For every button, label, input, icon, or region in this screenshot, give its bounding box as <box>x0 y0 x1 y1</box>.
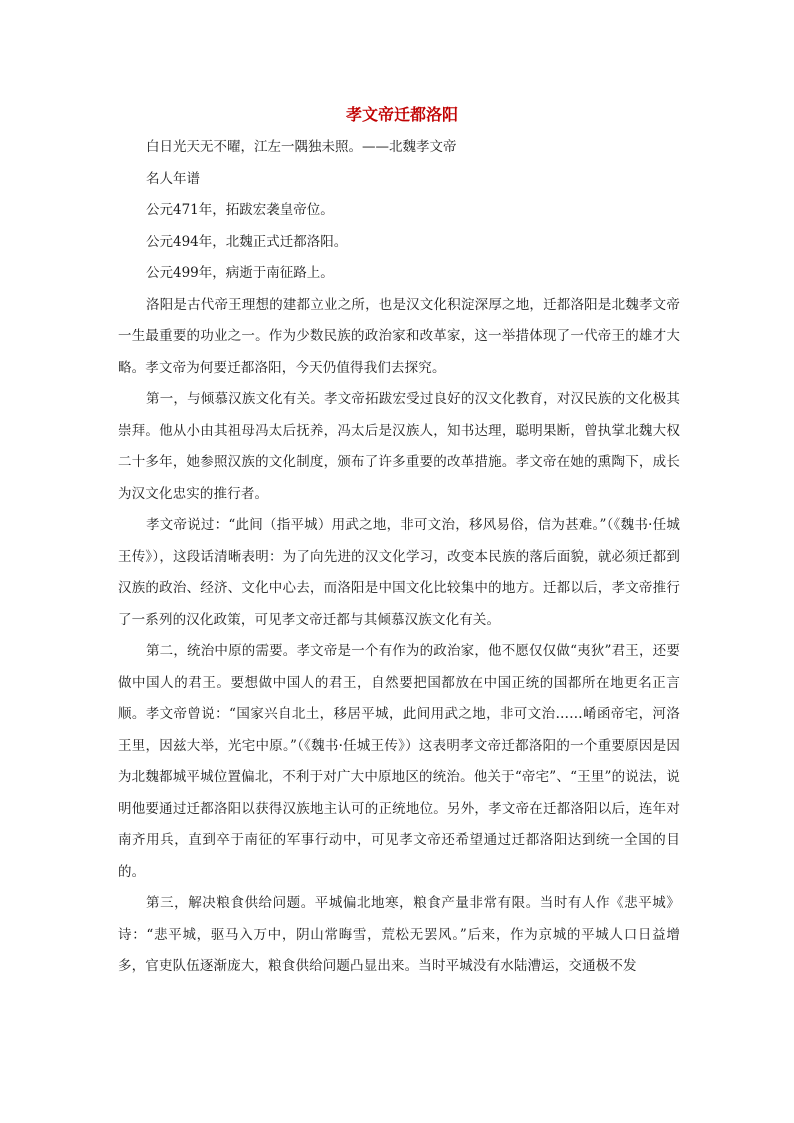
epigraph: 白日光天无不曜，江左一隅独未照。——北魏孝文帝 <box>146 139 457 155</box>
body-paragraph-third-reason: 第三，解决粮食供给问题。平城偏北地寒，粮食产量非常有限。当时有人作《悲平城》诗：“悲平城，驱马入万中，阴山常晦雪，荒松无罢风。”后来，作为京城的平城人口日益增多，官吏队伍逐渐庞大，粮食供给问题凸显出来。当时平城没有水陆漕运，交通极不发 <box>118 895 680 974</box>
body-paragraph-first-reason: 第一，与倾慕汉族文化有关。孝文帝拓跋宏受过良好的汉文化教育，对汉民族的文化极其崇拜。他从小由其祖母冯太后抚养，冯太后是汉族人，知书达理，聪明果断，曾执掌北魏大权二十多年，她参照汉族的文化制度，颁布了许多重要的改革措施。孝文帝在她的熏陶下，成长为汉文化忠实的推行者。 <box>118 391 680 502</box>
timeline-entry: 公元499年，病逝于南征路上。 <box>146 265 334 281</box>
body-paragraph-second-reason: 第二，统治中原的需要。孝文帝是一个有作为的政治家，他不愿仅仅做“夷狄”君王，还要做中国人的君王。要想做中国人的君王，自然要把国都放在中国正统的国都所在地更名正言顺。孝文帝曾说：“国家兴自北土，移居平城，此间用武之地，非可文治……崤函帝宅，河洛王里，因兹大举，光宅中原。”（《魏书·任城王传》）这表明孝文帝迁都洛阳的一个重要原因是因为北魏都城平城位置偏北，不利于对广大中原地区的统治。他关于“帝宅”、“王里”的说法，说明他要通过迁都洛阳以获得汉族地主认可的正统地位。另外，孝文帝在迁都洛阳以后，连年对南齐用兵，直到卒于南征的军事行动中，可见孝文帝还希望通过迁都洛阳达到统一全国的目的。 <box>118 643 680 880</box>
timeline-entry: 公元494年，北魏正式迁都洛阳。 <box>146 233 348 250</box>
timeline-entry: 公元471年，拓跋宏袭皇帝位。 <box>146 202 334 218</box>
document-title: 孝文帝迁都洛阳 <box>345 105 458 124</box>
body-paragraph-quote: 孝文帝说过：“此间（指平城）用武之地，非可文治，移风易俗，信为甚难。”（《魏书·任城王传》），这段话清晰表明：为了向先进的汉文化学习，改变本民族的落后面貌，就必须迁都到汉族的政治、经济、文化中心去，而洛阳是中国文化比较集中的地方。迁都以后，孝文帝推行了一系列的汉化政策，可见孝文帝迁都与其倾慕汉族文化有关。 <box>118 517 680 628</box>
document-page <box>118 100 680 983</box>
body-paragraph-intro: 洛阳是古代帝王理想的建都立业之所，也是汉文化积淀深厚之地，迁都洛阳是北魏孝文帝一生最重要的功业之一。作为少数民族的政治家和改革家，这一举措体现了一代帝王的雄才大略。孝文帝为何要迁都洛阳，今天仍值得我们去探究。 <box>118 296 680 376</box>
timeline-heading: 名人年谱 <box>146 170 200 187</box>
